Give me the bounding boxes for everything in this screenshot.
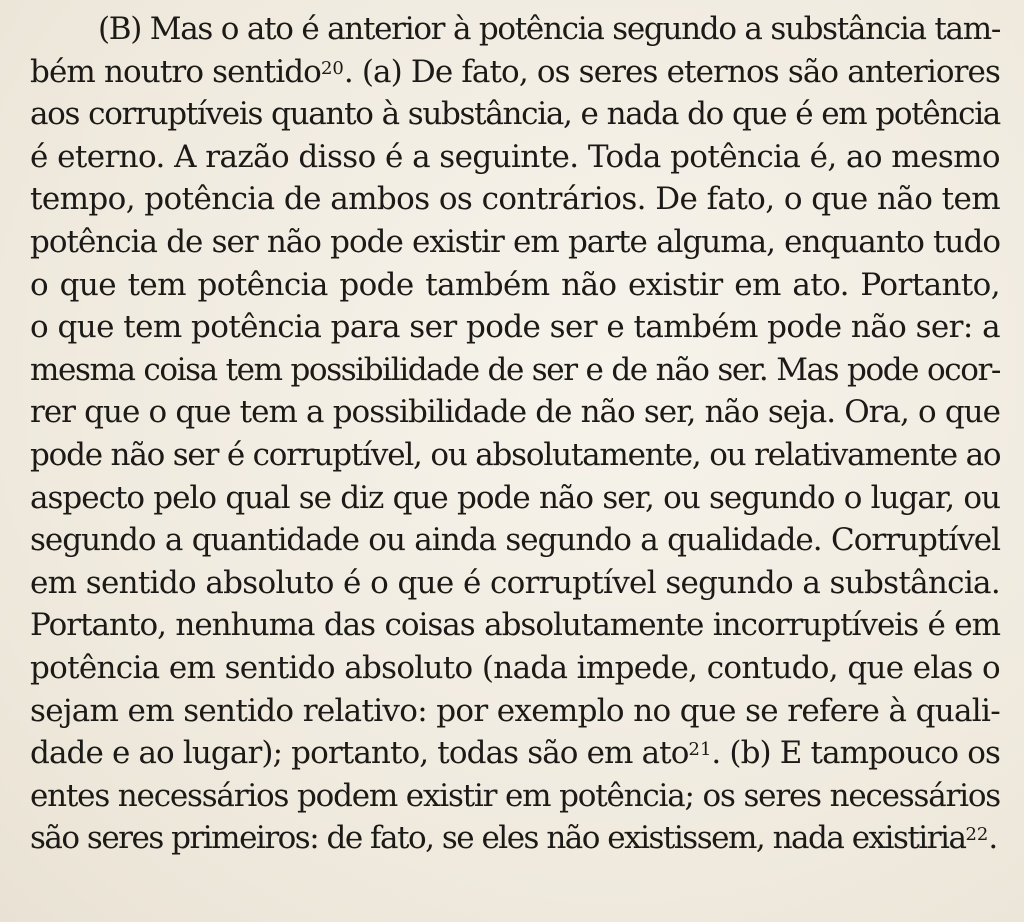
text-line: potência de ser não pode existir em parte alguma, enquanto tudo (30, 223, 1000, 260)
text-line: em sentido absoluto é o que é corruptível segundo a substância. (30, 564, 1000, 601)
line-text: bém noutro sentido (30, 53, 321, 90)
line-text-tail: . (988, 820, 997, 857)
text-line: Portanto, nenhuma das coisas absolutamente incorruptíveis é em (30, 607, 1000, 644)
text-line: é eterno. A razão disso é a seguinte. Toda potência é, ao mesmo (30, 138, 1000, 175)
text-line (30, 51, 1000, 94)
text-line (30, 732, 1000, 775)
text-line: potência em sentido absoluto (nada impede, contudo, que elas o (30, 649, 1000, 686)
text-line: aspecto pelo qual se diz que pode não ser, ou segundo o lugar, ou (30, 479, 1000, 516)
footnote-marker: 21 (688, 739, 712, 761)
line-text-tail: . (a) De fato, os seres eternos são anteriores (343, 53, 1000, 90)
body-paragraph (30, 8, 1000, 860)
line-text: dade e ao lugar); portanto, todas são em ato (30, 735, 689, 772)
line-text-tail: . (b) E tampouco os (711, 735, 1000, 772)
text-line: sejam em sentido relativo: por exemplo no que se refere à quali- (30, 692, 1000, 729)
text-line: o que tem potência pode também não existir em ato. Portanto, (30, 266, 1000, 303)
text-line: (B) Mas o ato é anterior à potência segundo a substância tam- (98, 11, 1000, 47)
footnote-marker: 22 (965, 824, 989, 846)
text-line: entes necessários podem existir em potência; os seres necessários (30, 777, 1000, 814)
footnote-marker: 20 (320, 57, 344, 79)
text-line: segundo a quantidade ou ainda segundo a qualidade. Corruptível (30, 522, 1000, 559)
text-line: pode não ser é corruptível, ou absolutamente, ou relativamente ao (30, 436, 1001, 473)
text-line: rer que o que tem a possibilidade de não ser, não seja. Ora, o que (30, 394, 1000, 431)
text-line (30, 817, 1000, 860)
text-line: aos corruptíveis quanto à substância, e nada do que é em potência (30, 96, 1000, 133)
line-text: são seres primeiros: de fato, se eles não existissem, nada existiria (30, 820, 966, 857)
text-line: mesma coisa tem possibilidade de ser e de não ser. Mas pode ocor- (30, 351, 1000, 388)
text-line: tempo, potência de ambos os contrários. De fato, o que não tem (30, 181, 1000, 218)
text-line: o que tem potência para ser pode ser e também pode não ser: a (30, 309, 1000, 346)
